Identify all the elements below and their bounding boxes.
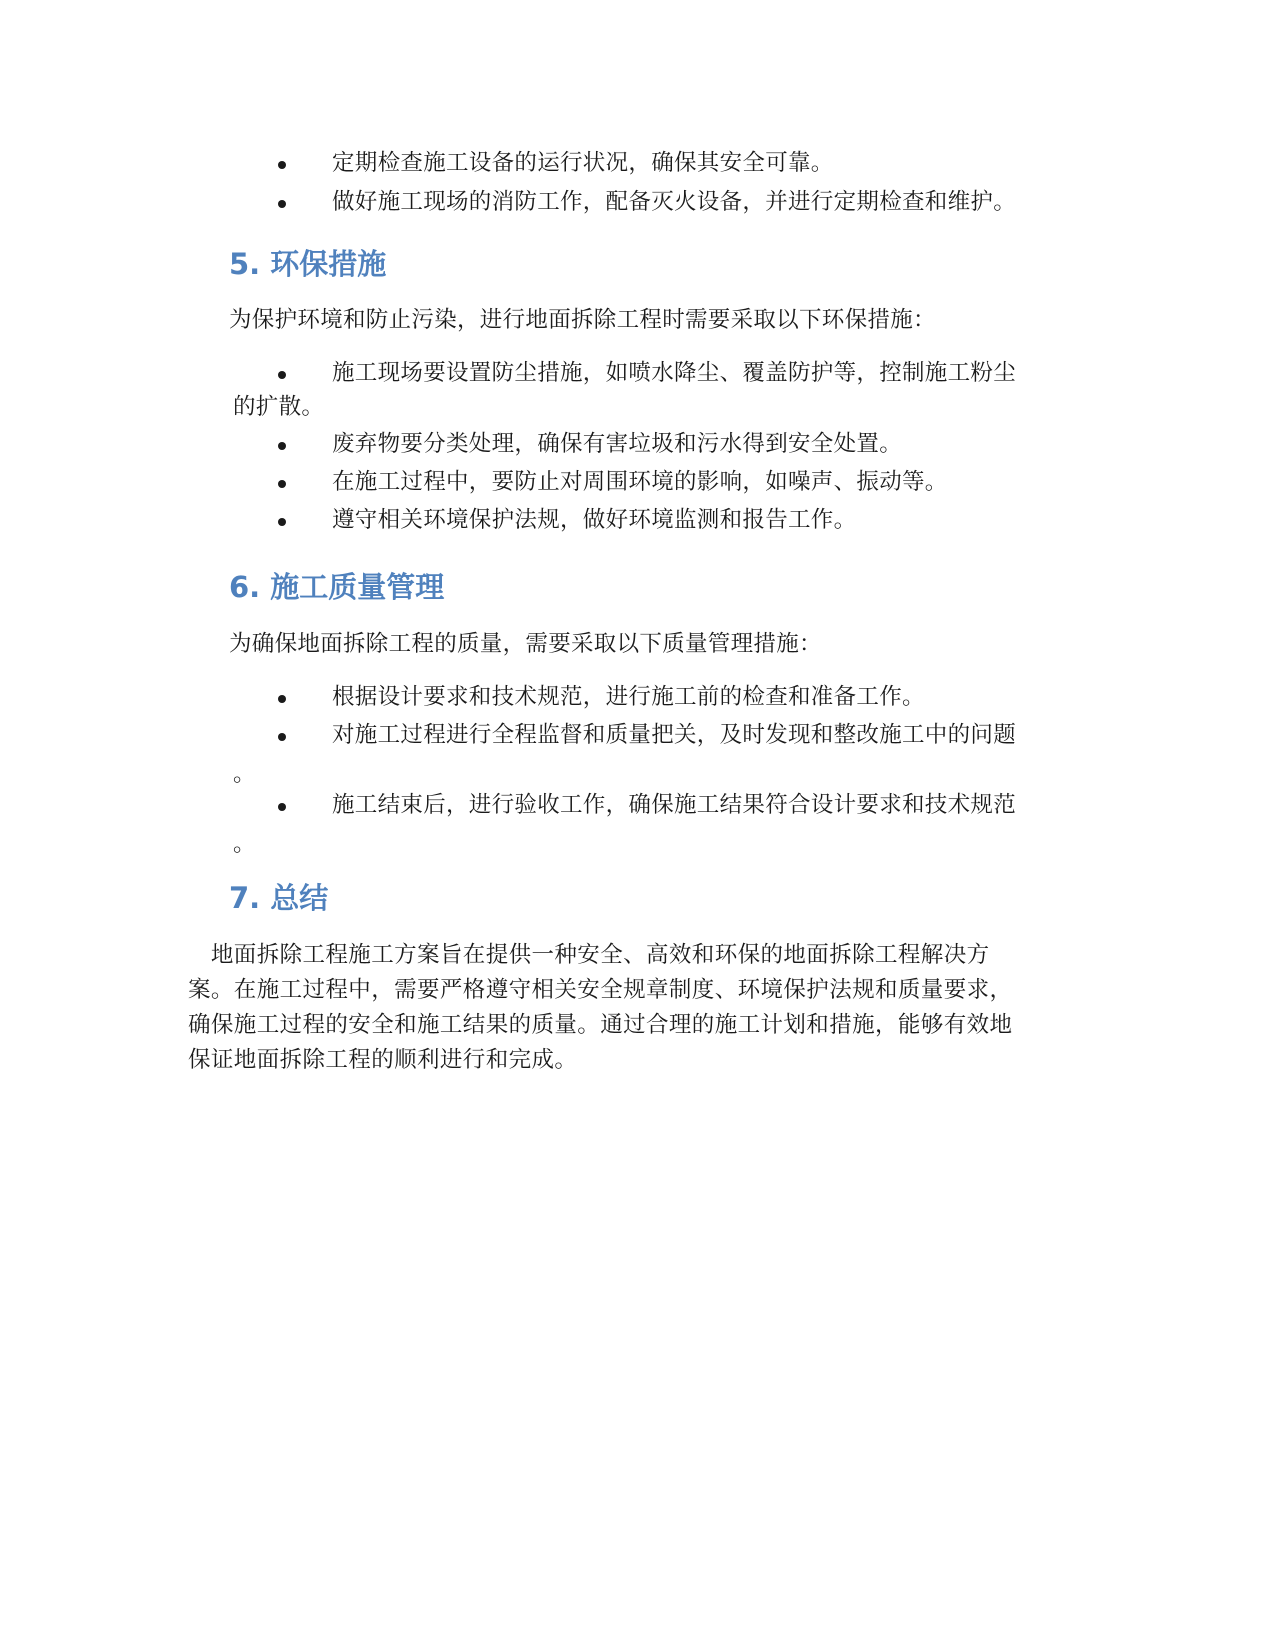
summary-line: 案。在施工过程中，需要严格遵守相关安全规章制度、环境保护法规和质量要求， bbox=[188, 977, 1013, 1003]
bullet-icon bbox=[278, 161, 286, 169]
bullet-icon bbox=[278, 371, 286, 379]
summary-paragraph bbox=[188, 938, 1088, 1078]
section-intro: 为确保地面拆除工程的质量，需要采取以下质量管理措施： bbox=[229, 631, 822, 657]
section-heading: 6. 施工质量管理 bbox=[229, 570, 445, 604]
section-intro: 为保护环境和防止污染，进行地面拆除工程时需要采取以下环保措施： bbox=[229, 307, 936, 333]
list-item-text: 施工结束后，进行验收工作，确保施工结果符合设计要求和技术规范 bbox=[332, 792, 1017, 818]
list-item-text: 定期检查施工设备的运行状况，确保其安全可靠。 bbox=[332, 150, 834, 176]
list-item bbox=[0, 465, 1275, 503]
summary-line: 地面拆除工程施工方案旨在提供一种安全、高效和环保的地面拆除工程解决方 bbox=[188, 942, 990, 968]
list-item-text: 废弃物要分类处理，确保有害垃圾和污水得到安全处置。 bbox=[332, 431, 903, 457]
bullet-icon bbox=[278, 518, 286, 526]
list-item bbox=[0, 503, 1275, 541]
list-item-text: 做好施工现场的消防工作，配备灭火设备，并进行定期检查和维护。 bbox=[332, 189, 1017, 215]
bullet-icon bbox=[278, 695, 286, 703]
list-item-continuation: 。 bbox=[233, 831, 256, 857]
list-item-text: 在施工过程中，要防止对周围环境的影响，如噪声、振动等。 bbox=[332, 469, 948, 495]
list-item-text: 对施工过程进行全程监督和质量把关，及时发现和整改施工中的问题 bbox=[332, 722, 1017, 748]
bullet-icon bbox=[278, 803, 286, 811]
list-item-text: 施工现场要设置防尘措施，如喷水降尘、覆盖防护等，控制施工粉尘 bbox=[332, 360, 1017, 386]
summary-line: 保证地面拆除工程的顺利进行和完成。 bbox=[188, 1047, 578, 1073]
summary-line: 确保施工过程的安全和施工结果的质量。通过合理的施工计划和措施，能够有效地 bbox=[188, 1012, 1013, 1038]
list-item bbox=[0, 788, 1275, 826]
section-heading: 5. 环保措施 bbox=[229, 247, 387, 281]
list-item bbox=[0, 680, 1275, 718]
list-item-continuation: 的扩散。 bbox=[233, 394, 325, 420]
list-item bbox=[0, 146, 1275, 184]
bullet-icon bbox=[278, 480, 286, 488]
list-item bbox=[0, 185, 1275, 223]
list-item bbox=[0, 427, 1275, 465]
section-heading: 7. 总结 bbox=[229, 881, 329, 915]
bullet-icon bbox=[278, 200, 286, 208]
list-item-text: 根据设计要求和技术规范，进行施工前的检查和准备工作。 bbox=[332, 684, 925, 710]
bullet-icon bbox=[278, 733, 286, 741]
list-item-text: 遵守相关环境保护法规，做好环境监测和报告工作。 bbox=[332, 507, 857, 533]
bullet-icon bbox=[278, 442, 286, 450]
list-item-continuation: 。 bbox=[233, 761, 256, 787]
list-item bbox=[0, 356, 1275, 394]
list-item bbox=[0, 718, 1275, 756]
